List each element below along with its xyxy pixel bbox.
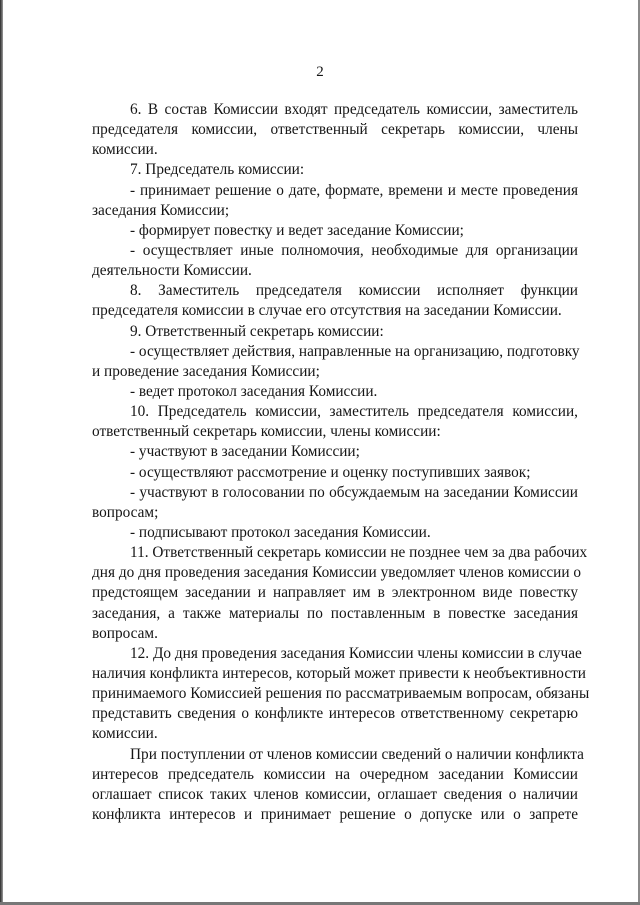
paragraph xyxy=(92,463,578,483)
text-line: 6. В состав Комиссии входят председатель комиссии, заместитель xyxy=(130,101,578,118)
text-line: представить сведения о конфликте интересов ответственному секретарю xyxy=(92,705,578,723)
scan-left-edge xyxy=(0,0,3,905)
paragraph xyxy=(92,402,578,442)
paragraph xyxy=(92,745,584,826)
text-line: заседания Комиссии; xyxy=(92,201,230,219)
text-line: - осуществляет иные полномочия, необходимые для организации xyxy=(130,241,578,259)
text-line: - формирует повестку и ведет заседание Комиссии; xyxy=(130,221,464,239)
paragraph xyxy=(92,181,578,221)
text-line: - принимает решение о дате, формате, времени и месте проведения xyxy=(130,181,578,199)
paragraph xyxy=(92,442,578,462)
text-line: наличия конфликта интересов, который может привести к необъективности xyxy=(92,664,586,682)
text-line: деятельности Комиссии. xyxy=(92,262,252,280)
paragraph xyxy=(92,483,578,523)
text-line: предстоящем заседании и направляет им в электронном виде повестку xyxy=(92,584,578,602)
text-line: 9. Ответственный секретарь комиссии: xyxy=(130,322,384,340)
text-line: заседания, а также материалы по поставленным в повестке заседания xyxy=(92,604,578,622)
text-line: комиссии. xyxy=(92,725,158,743)
paragraph xyxy=(92,543,588,644)
paragraph xyxy=(92,382,578,402)
text-line: комиссии. xyxy=(92,141,158,159)
paragraph xyxy=(92,322,578,342)
text-line: - подписывают протокол заседания Комиссии. xyxy=(130,523,431,541)
paragraph xyxy=(92,160,578,180)
text-line: При поступлении от членов комиссии сведений о наличии конфликта xyxy=(130,745,584,763)
text-line: дня до дня проведения заседания Комиссии уведомляет членов комиссии о xyxy=(92,564,582,582)
paragraph xyxy=(92,100,578,160)
text-line: интересов председатель комиссии на очередном заседании Комиссии xyxy=(92,765,578,783)
text-line: конфликта интересов и принимает решение о допуске или о запрете xyxy=(92,805,578,823)
text-line: 12. До дня проведения заседания Комиссии члены комиссии в случае xyxy=(130,644,582,662)
text-line: - осуществляет действия, направленные на организацию, подготовку xyxy=(130,342,580,360)
text-line: - участвуют в голосовании по обсуждаемым на заседании Комиссии xyxy=(130,483,578,501)
text-line: 10. Председатель комиссии, заместитель председателя комиссии, xyxy=(130,403,578,421)
text-line: - ведет протокол заседания Комиссии. xyxy=(130,382,378,400)
text-line: председателя комиссии в случае его отсутствия на заседании Комиссии. xyxy=(92,302,562,320)
document-body xyxy=(92,100,590,825)
text-line: вопросам; xyxy=(92,503,159,521)
text-line: 8. Заместитель председателя комиссии исполняет функции xyxy=(130,282,578,300)
paragraph xyxy=(92,241,578,281)
paragraph xyxy=(92,342,578,382)
text-line: оглашает список таких членов комиссии, оглашает сведения о наличии xyxy=(92,785,578,803)
text-line: - участвуют в заседании Комиссии; xyxy=(130,443,360,461)
text-line: председателя комиссии, ответственный секретарь комиссии, члены xyxy=(92,121,578,139)
text-line: 7. Председатель комиссии: xyxy=(130,161,305,179)
paragraph xyxy=(92,644,590,745)
text-line: 11. Ответственный секретарь комиссии не позднее чем за два рабочих xyxy=(130,544,588,562)
text-line: и проведение заседания Комиссии; xyxy=(92,362,320,380)
text-line: - осуществляют рассмотрение и оценку поступивших заявок; xyxy=(130,463,531,481)
paragraph xyxy=(92,523,578,543)
paragraph xyxy=(92,281,578,321)
page-number: 2 xyxy=(316,64,324,80)
text-line: вопросам. xyxy=(92,624,158,642)
paragraph xyxy=(92,221,578,241)
text-line: ответственный секретарь комиссии, члены комиссии: xyxy=(92,423,441,441)
text-line: принимаемого Комиссией решения по рассматриваемым вопросам, обязаны xyxy=(92,685,590,703)
